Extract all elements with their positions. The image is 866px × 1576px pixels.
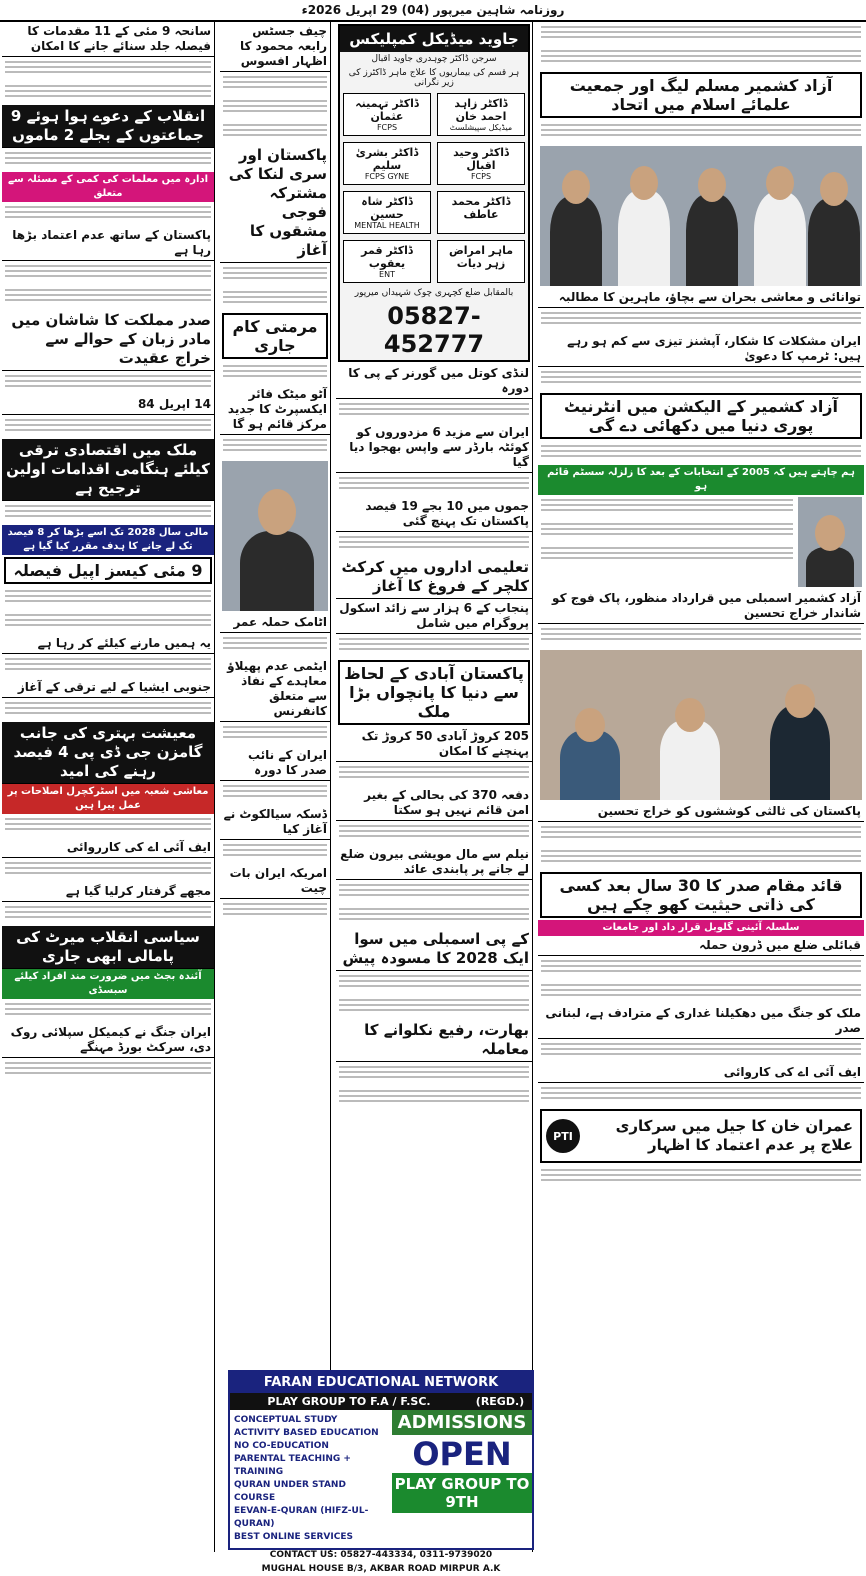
headline[interactable]: سیاسی انقلاب میرٹ کی پامالی ابھی جاری [2, 926, 214, 969]
headline[interactable]: 205 کروڑ آبادی 50 کروڑ تک پہنچنے کا امکان [336, 727, 532, 762]
article-body [2, 698, 214, 722]
person-figure [754, 192, 806, 286]
article-body [220, 781, 330, 805]
headline[interactable]: پاکستان کے ساتھ عدم اعتماد بڑھا رہا ہے [2, 226, 214, 261]
person-head [630, 166, 658, 200]
article-body [2, 586, 214, 610]
article-body [220, 72, 330, 96]
article-body [538, 543, 796, 567]
headline[interactable]: آزاد کشمیر کے الیکشن میں انٹرنیٹ پوری دنیا میں دکھائی دے گی [540, 393, 862, 439]
ad-contact[interactable]: CONTACT US: 05827-443334, 0311-9739020 [269, 1550, 493, 1560]
article-body [336, 762, 532, 786]
headline[interactable]: صدر مملکت کا شاشان میں مادر زبان کے حوالے سے خراج عقیدت [2, 309, 214, 371]
person-head [698, 168, 726, 202]
ad-address: MUGHAL HOUSE B/3, AKBAR ROAD MIRPUR A.K [261, 1564, 501, 1574]
article-body [538, 495, 796, 519]
person-head [575, 708, 605, 742]
person-head [815, 515, 845, 551]
meeting-photo [540, 650, 862, 800]
ad-feature: EEVAN-E-QURAN (HIFZ-UL-QURAN) [234, 1506, 369, 1529]
article-body [538, 1165, 864, 1189]
article-body [538, 822, 864, 846]
headline[interactable]: ایٹمی عدم پھیلاؤ معاہدے کے نفاذ سے متعلق کانفرنس [220, 657, 330, 722]
headline[interactable]: ایران سے مزید 6 مزدوروں کو کوئٹہ بارڈر سے واپس بھجوا دیا گیا [336, 423, 532, 473]
article-body [220, 287, 330, 311]
article-body [336, 904, 532, 928]
person-figure [770, 705, 830, 800]
portrait-photo [798, 497, 862, 587]
doctor-card: ڈاکٹر محمد عاطف [437, 191, 525, 234]
article-body [538, 367, 864, 391]
headline[interactable]: لنڈی کوتل میں گورنر کے پی کا دورہ [336, 364, 532, 399]
ad-open: OPEN [412, 1435, 512, 1473]
ad-subtitle: سرجن ڈاکٹر چوہدری جاوید اقبال [371, 54, 497, 64]
headline[interactable]: انقلاب کے دعوے ہوا ہوئے 9 جماعتوں کے بجلے 2 ماموں [2, 105, 214, 148]
article-body [2, 902, 214, 926]
ad-address: بالمقابل ضلع کچہری چوک شہیداں میرپور [354, 288, 514, 298]
person-figure [240, 531, 314, 611]
color-band: ادارہ میں معلمات کی کمی کے مسئلہ سے متعلق [2, 172, 214, 202]
article-body [220, 96, 330, 120]
article-body [2, 57, 214, 81]
article-body [538, 22, 864, 46]
faran-school-ad[interactable] [228, 1370, 534, 1574]
person-figure [660, 720, 720, 800]
person-figure [808, 198, 860, 286]
article-body [2, 285, 214, 309]
ad-feature: PARENTAL TEACHING + TRAINING [234, 1454, 351, 1477]
article-body [538, 120, 864, 144]
ad-feature: CONCEPTUAL STUDY [234, 1415, 338, 1425]
ad-title: FARAN EDUCATIONAL NETWORK [230, 1372, 532, 1393]
article-body [538, 519, 796, 543]
ad-feature: QURAN UNDER STAND COURSE [234, 1480, 346, 1503]
article-body [538, 46, 864, 70]
medical-complex-ad[interactable] [338, 24, 530, 362]
headline[interactable]: ایران جنگ نے کیمیکل سپلائی روک دی، سرکٹ بورڈ مہنگے [2, 1023, 214, 1058]
article-body [2, 501, 214, 525]
ad-play-group: PLAY GROUP TO 9TH [392, 1473, 532, 1513]
headline[interactable]: مجھے گرفتار کرلیا گیا ہے [2, 882, 214, 902]
article-body [336, 971, 532, 995]
article-body [538, 956, 864, 980]
article-body [336, 473, 532, 497]
person-figure [618, 190, 670, 286]
headline[interactable]: بھارت، رفیع نکلوانے کا معاملہ [336, 1019, 532, 1062]
doctor-card: ڈاکٹر بشریٰ سلیم FCPS GYNE [343, 142, 431, 185]
article-body [336, 880, 532, 904]
article-body [336, 634, 532, 658]
doctor-card: ڈاکٹر وحید اقبال FCPS [437, 142, 525, 185]
article-body [2, 654, 214, 678]
headline[interactable]: امریکہ ایران بات چیت [220, 864, 330, 899]
headline[interactable]: جموں میں 10 بجے 19 فیصد پاکستان تک پہنچ گئی [336, 497, 532, 532]
doctor-card: ڈاکٹر شاہ حسین MENTAL HEALTH [343, 191, 431, 234]
masthead: روزنامہ شاہین میرپور (04) 29 اپریل 2026ء [0, 0, 866, 22]
ad-play-range: PLAY GROUP TO F.A / F.SC. [230, 1393, 468, 1410]
ad-phone[interactable]: 05827-452777 [383, 302, 485, 358]
article-body [220, 633, 330, 657]
person-figure [550, 196, 602, 286]
article-body [220, 435, 330, 459]
headline[interactable]: اٹامک حملہ عمر [220, 613, 330, 633]
article-body [336, 995, 532, 1019]
person-figure [686, 194, 738, 286]
article-body [336, 1086, 532, 1110]
headline[interactable]: توانائی و معاشی بحران سے بچاؤ، ماہرین کا مطالبہ [538, 288, 864, 308]
pti-banner[interactable] [540, 1109, 862, 1163]
article-body [220, 120, 330, 144]
color-band: سلسلہ آئینی گلوبل قرار داد اور جامعات [538, 920, 864, 936]
article-body [220, 899, 330, 923]
article-body [2, 81, 214, 105]
pti-logo: PTI [546, 1119, 580, 1153]
article-body [2, 610, 214, 634]
headline[interactable]: 9 مئی کیسز اپیل فیصلہ [4, 557, 212, 584]
doctor-card: ڈاکٹر تہمینہ عثمان FCPS [343, 93, 431, 136]
color-band: مالی سال 2028 تک اسے بڑھا کر 8 فیصد تک لے جانے کا ہدف مقرر کیا گیا ہے [2, 525, 214, 555]
person-head [785, 684, 815, 718]
article-body [220, 722, 330, 746]
portrait-photo [222, 461, 328, 611]
article-body [220, 263, 330, 287]
article-body [2, 858, 214, 882]
ad-feature: BEST ONLINE SERVICES [234, 1532, 353, 1542]
article-body [2, 999, 214, 1023]
headline[interactable]: ایران مشکلات کا شکار، آپشنز تیزی سے کم ہو رہے ہیں: ٹرمپ کا دعویٰ [538, 332, 864, 367]
article-body [336, 821, 532, 845]
headline[interactable]: ایران کے نائب صدر کا دورہ [220, 746, 330, 781]
column-1 [2, 22, 215, 1552]
person-head [820, 172, 848, 206]
headline[interactable]: قائد مقام صدر کا 30 سال بعد کسی کی ذاتی حیثیت کھو چکے ہیں [540, 872, 862, 918]
headline[interactable]: کے پی اسمبلی میں سوا ایک 2028 کا مسودہ پیش [336, 928, 532, 971]
color-band: معاشی شعبہ میں اسٹرکچرل اصلاحات پر عمل پیرا ہیں [2, 784, 214, 814]
headline[interactable]: ایف آئی اے کی کارروائی [2, 838, 214, 858]
headline[interactable]: آزاد کشمیر مسلم لیگ اور جمعیت علمائے اسلام میں اتحاد [540, 72, 862, 118]
ad-tagline: ہر قسم کی بیماریوں کا علاج ماہر ڈاکٹرز کی زیر نگرانی [348, 68, 520, 88]
headline[interactable]: جنوبی ایشیا کے لیے ترقی کے آغاز [2, 678, 214, 698]
headline[interactable]: ڈسکہ سیالکوٹ نے آغاز کیا [220, 805, 330, 840]
person-head [675, 698, 705, 732]
color-band: ہم چاہتے ہیں کہ 2005 کے انتخابات کے بعد کا زلزلہ سسٹم قائم ہو [538, 465, 864, 495]
article-body [538, 441, 864, 465]
doctor-card: ڈاکٹر زاہد احمد خان میڈیکل سپیشلسٹ [437, 93, 525, 136]
article-body [538, 1039, 864, 1063]
doctor-card: ڈاکٹر قمر یعقوب ENT [343, 240, 431, 283]
ad-feature: ACTIVITY BASED EDUCATION [234, 1428, 379, 1438]
article-body [538, 308, 864, 332]
article-body [2, 814, 214, 838]
article-body [2, 261, 214, 285]
headline[interactable]: سانحہ 9 مئی کے 11 مقدمات کا فیصلہ جلد سنائے جانے کا امکان [2, 22, 214, 57]
headline[interactable]: پاکستان اور سری لنکا کی مشترکہ فوجی مشقوں کا آغاز [220, 144, 330, 263]
group-photo [540, 146, 862, 286]
headline[interactable]: نیلم سے مال مویشی بیرون ضلع لے جانے پر پابندی عائد [336, 845, 532, 880]
article-body [2, 371, 214, 395]
article-body [538, 624, 864, 648]
headline[interactable]: آزاد کشمیر اسمبلی میں قرارداد منظور، پاک فوج کو شاندار خراج تحسین [538, 589, 864, 624]
person-figure [806, 547, 854, 587]
article-body [2, 1058, 214, 1082]
article-body [538, 846, 864, 870]
headline[interactable]: ملک کو جنگ میں دھکیلنا غداری کے مترادف ہے، لبنانی صدر [538, 1004, 864, 1039]
headline[interactable]: معیشت بہتری کی جانب گامزن جی ڈی پی 4 فیصد رہنے کی امید [2, 722, 214, 784]
ad-regd: (REGD.) [468, 1393, 532, 1410]
column-2 [220, 22, 331, 1552]
doctor-card: ماہر امراض زہر دیات [437, 240, 525, 283]
article-body [336, 1062, 532, 1086]
headline[interactable]: یہ ہمیں مارنے کیلئے کر رہا ہے [2, 634, 214, 654]
headline[interactable]: ایف آئی اے کی کاروائی [538, 1063, 864, 1083]
person-head [766, 166, 794, 200]
article-body [336, 399, 532, 423]
headline[interactable]: تعلیمی اداروں میں کرکٹ کلچر کے فروغ کا آغاز [336, 556, 532, 599]
article-body [220, 361, 330, 385]
article-body [2, 202, 214, 226]
ad-admissions: ADMISSIONS [392, 1410, 532, 1435]
column-4 [538, 22, 864, 1552]
article-body [2, 415, 214, 439]
headline[interactable]: ملک میں اقتصادی ترقی کیلئے ہنگامی اقدامات اولین ترجیح ہے [2, 439, 214, 501]
ad-title: جاوید میڈیکل کمپلیکس [340, 26, 528, 52]
headline[interactable]: مرمتی کام جاری [222, 313, 328, 359]
article-body [336, 532, 532, 556]
ad-feature: NO CO-EDUCATION [234, 1441, 329, 1451]
headline[interactable]: دفعہ 370 کی بحالی کے بغیر امن قائم نہیں ہو سکتا [336, 786, 532, 821]
headline[interactable]: آٹو میٹک فائر ایکسپرٹ کا جدید مرکز قائم ہو گا [220, 385, 330, 435]
headline[interactable]: پاکستان کی ثالثی کوششوں کو خراج تحسین [538, 802, 864, 822]
headline[interactable]: عمران خان کا جیل میں سرکاری علاج پر عدم اعتماد کا اظہار [615, 1117, 853, 1154]
headline[interactable]: پاکستان آبادی کے لحاظ سے دنیا کا پانچواں بڑا ملک [338, 660, 530, 725]
headline[interactable]: چیف جسٹس رابعہ محمود کا اظہار افسوس [220, 22, 330, 72]
headline[interactable]: پنجاب کے 6 ہزار سے زائد اسکول پروگرام میں شامل [336, 599, 532, 634]
headline[interactable]: قبائلی ضلع میں ڈرون حملہ [538, 936, 864, 956]
article-body [2, 148, 214, 172]
person-head [258, 489, 296, 535]
person-head [562, 170, 590, 204]
article-body [538, 1083, 864, 1107]
article-body [220, 840, 330, 864]
article-body [538, 980, 864, 1004]
color-band: آئندہ بجٹ میں ضرورت مند افراد کیلئے سبسڈی [2, 969, 214, 999]
column-3 [336, 22, 533, 1552]
headline[interactable]: 14 اپریل 84 [2, 395, 214, 415]
